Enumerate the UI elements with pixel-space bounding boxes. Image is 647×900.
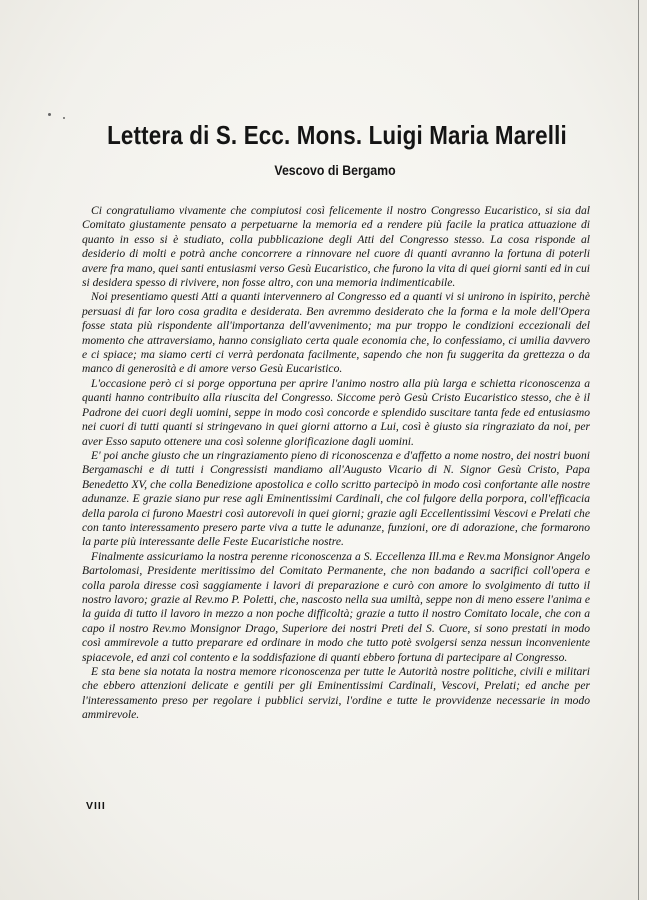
letter-subtitle: Vescovo di Bergamo: [274, 162, 396, 178]
page-edge-line: [638, 0, 639, 900]
scan-speck: [63, 117, 65, 119]
paragraph: Noi presentiamo questi Atti a quanti intervennero al Congresso ed a quanti vi si unirono in ispirito, perchè persuasi di far loro cosa gradita e desiderata. Ben avremmo desiderato che la forma e la mole dell'Opera fosse stata più rispondente all'importanza dell'avvenimento; ma pur troppo le condizioni eccezionali del momento che attraversiamo, hanno consigliato certa quale economia che, lo confessiamo, ci umilia davvero e ci spiace; ma siamo certi ci verrà perdonata facilmente, sapendo che non fu suggerita da grettezza o da manco di generosità e di amore verso Gesù Eucaristico.: [82, 290, 590, 376]
page-number: VIII: [86, 800, 106, 812]
paragraph: L'occasione però ci si porge opportuna per aprire l'animo nostro alla più larga e schietta riconoscenza a quanti hanno contribuito alla riuscita del Congresso. Siccome però Gesù Cristo Eucaristico stesso, che è il Padrone dei cuori degli uomini, seppe in modo così concorde e splendido suscitare tanta fede ed entusiasmo nei cuori di tutti quanti si stringevano in quei giorni attorno a Lui, così è giusto sia ringraziato da noi, per aver Esso saputo ottenere una così solenne glorificazione dagli uomini.: [82, 376, 590, 448]
letter-title: Lettera di S. Ecc. Mons. Luigi Maria Marelli: [107, 120, 567, 150]
paragraph: E' poi anche giusto che un ringraziamento pieno di riconoscenza e d'affetto a nome nostro, dei nostri buoni Bergamaschi e di tutti i Congressisti mandiamo all'Augusto Vicario di N. Signor Gesù Cristo, Papa Benedetto XV, che colla Benedizione apostolica e collo scritto partecipò in modo così confortante alle nostre adunanze. E grazie siano pur rese agli Eminentissimi Cardinali, che col fulgore della porpora, coll'efficacia della parola ci furono Maestri così autorevoli in quei giorni; grazie agli Eccellentissimi Vescovi e Prelati che con tanto interessamento presero parte viva a tutte le adunanze, funzioni, ore di adorazione, che formarono la parte più interessante delle Feste Eucaristiche nostre.: [82, 448, 590, 549]
paragraph: Finalmente assicuriamo la nostra perenne riconoscenza a S. Eccellenza Ill.ma e Rev.ma Monsignor Angelo Bartolomasi, Presidente meritissimo del Comitato Permanente, che non badando a sacrifici coll'opera e colla parola diresse così saggiamente i lavori di preparazione e curò con amore lo svolgimento di tutto il nostro lavoro; grazie al Rev.mo P. Poletti, che, nascosto nella sua umiltà, seppe non di meno essere l'anima e la guida di tutto il lavoro in mezzo a non poche difficoltà; grazie a tutto il nostro Comitato locale, che con a capo il nostro Rev.mo Monsignor Drago, Superiore dei nostri Preti del S. Cuore, si sono prestati in modo così ammirevole a tutto preparare ed ordinare in modo che tutto potè svolgersi senza nessun inconveniente spiacevole, ed anzi col contento e la soddisfazione di quanti ebbero fortuna di partecipare al Congresso.: [82, 549, 590, 664]
scan-speck: [48, 113, 51, 116]
paragraph: Ci congratuliamo vivamente che compiutosi così felicemente il nostro Congresso Eucaristico, si sia dal Comitato giustamente pensato a perpetuarne la memoria ed a rendere più facile la pratica attuazione di quanto in esso si è studiato, colla pubblicazione degli Atti del Congresso stesso. La cosa risponde al desiderio di molti e potrà anche concorrere a rinnovare nel cuore di quanti avranno la fortuna di poterli avere fra mano, quei santi entusiasmi verso Gesù Eucaristico, che furono la vita di quei giorni santi ed in cui si desidera spesso di rivivere, non fosse altro, con una memoria indimenticabile.: [82, 204, 590, 290]
letter-body: [82, 204, 590, 723]
paragraph: E sta bene sia notata la nostra memore riconoscenza per tutte le Autorità nostre politiche, civili e militari che ebbero attenzioni delicate e gentili per gli Eminentissimi Cardinali, Vescovi, Prelati; ed anche per l'interessamento preso per regolare i pubblici servizi, l'ordine e tutte le provvidenze necessarie in modo ammirevole.: [82, 665, 590, 722]
